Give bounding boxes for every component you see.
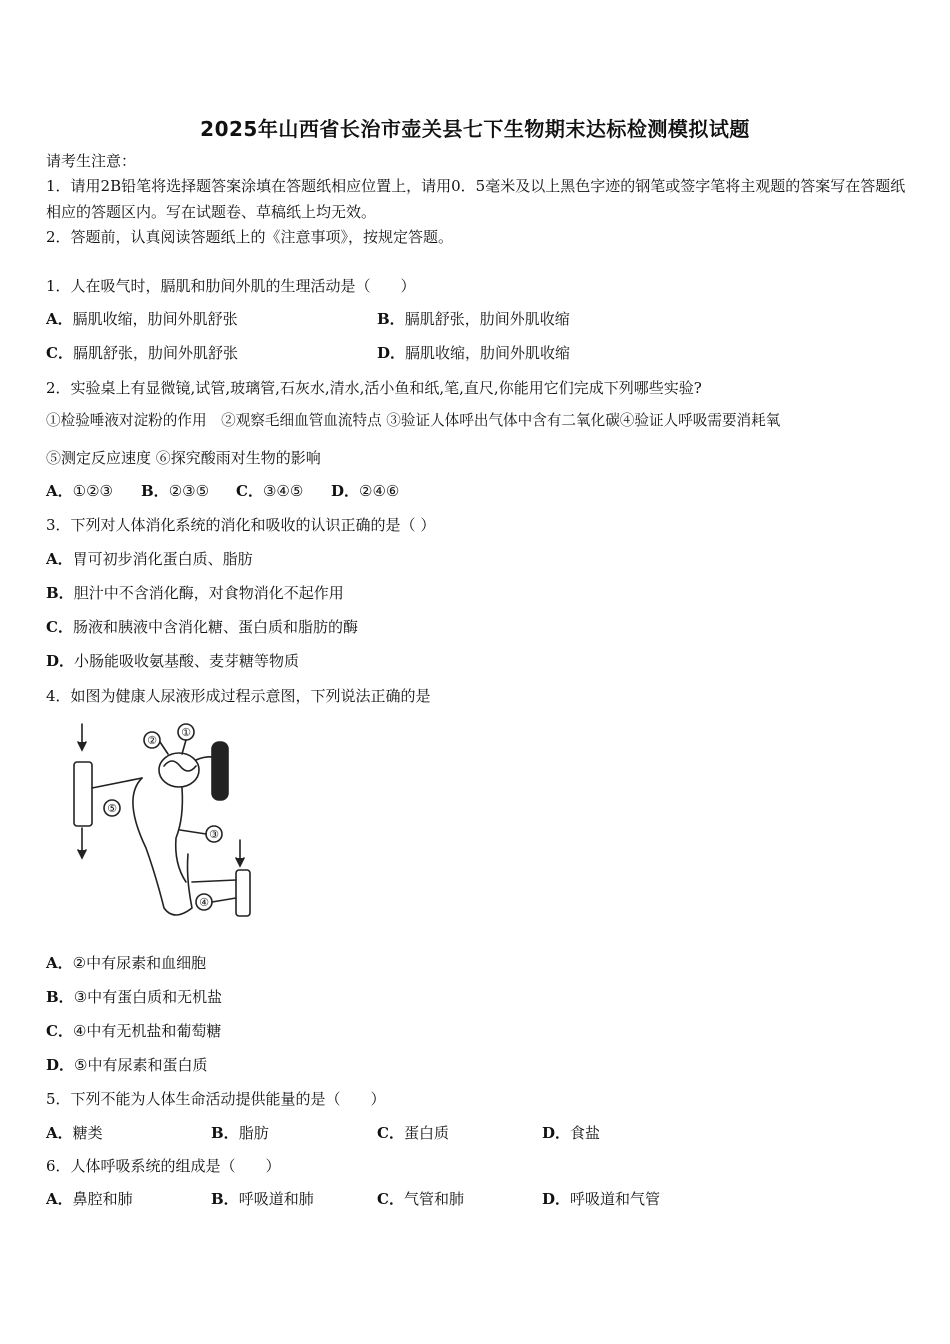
- q5-option-d: D．食盐: [542, 1124, 601, 1142]
- q4-option-b: B．③中有蛋白质和无机盐: [46, 988, 223, 1006]
- label-1: ①: [181, 726, 191, 739]
- q1-option-c: C．膈肌舒张，肋间外肌舒张: [46, 344, 238, 362]
- notice-heading: 请考生注意：: [46, 152, 137, 170]
- q4-option-a: A．②中有尿素和血细胞: [46, 954, 207, 972]
- inflow-arrowhead: [78, 742, 86, 750]
- q6-option-b: B．呼吸道和肺: [211, 1190, 314, 1208]
- q6-stem: 6．人体呼吸系统的组成是（ ）: [46, 1157, 281, 1175]
- q6-option-a: A．鼻腔和肺: [46, 1190, 133, 1208]
- q6-option-d: D．呼吸道和气管: [542, 1190, 661, 1208]
- duct-link: [192, 880, 236, 882]
- q5-stem: 5．下列不能为人体生命活动提供能量的是（ ）: [46, 1090, 386, 1108]
- q1-option-d: D．膈肌收缩，肋间外肌收缩: [377, 344, 571, 362]
- q4-option-d: D．⑤中有尿素和蛋白质: [46, 1056, 208, 1074]
- q1-option-b: B．膈肌舒张，肋间外肌收缩: [377, 310, 570, 328]
- q6-option-c: C．气管和肺: [377, 1190, 464, 1208]
- q5-option-b: B．脂肪: [211, 1124, 269, 1142]
- label-4: ④: [199, 896, 209, 909]
- q2-experiments-line-1: ①检验唾液对淀粉的作用 ②观察毛细血管血流特点 ③验证人体呼出气体中含有二氧化碳④验证人呼吸需要消耗氧: [46, 412, 781, 429]
- q2-option-a: A．①②③: [46, 482, 113, 500]
- q3-option-d: D．小肠能吸收氨基酸、麦芽糖等物质: [46, 652, 300, 670]
- q1-stem: 1．人在吸气时，膈肌和肋间外肌的生理活动是（ ）: [46, 277, 416, 295]
- outflow-arrowhead: [78, 850, 86, 858]
- nephron-diagram: [64, 718, 264, 928]
- collecting-tubule: [176, 788, 186, 882]
- label-3: ③: [209, 828, 219, 841]
- q2-option-c: C．③④⑤: [236, 482, 304, 500]
- page-title: 2025年山西省长治市壶关县七下生物期末达标检测模拟试题: [200, 117, 750, 141]
- notice-item-1: 1．请用2B铅笔将选择题答案涂填在答题纸相应位置上，请用0．5毫米及以上黑色字迹的钢笔或签字笔将主观题的答案写在答题纸相应的答题区内。写在试题卷、草稿纸上均无效。: [46, 177, 906, 221]
- duct-arrowhead: [236, 858, 244, 866]
- glomerulus-loop: [164, 761, 196, 771]
- q2-option-d: D．②④⑥: [331, 482, 400, 500]
- label-4-pointer: [212, 898, 236, 902]
- q2-stem: 2．实验桌上有显微镜,试管,玻璃管,石灰水,清水,活小鱼和纸,笔,直尺,你能用它们完成下列哪些实验?: [46, 379, 702, 397]
- q3-option-a: A．胃可初步消化蛋白质、脂肪: [46, 550, 253, 568]
- q5-option-a: A．糖类: [46, 1124, 103, 1142]
- vessel-5-branch: [92, 778, 142, 788]
- q2-option-b: B．②③⑤: [141, 482, 210, 500]
- label-3-pointer: [180, 830, 206, 834]
- q1-option-a: A．膈肌收缩，肋间外肌舒张: [46, 310, 238, 328]
- q4-option-c: C．④中有无机盐和葡萄糖: [46, 1022, 222, 1040]
- q3-option-b: B．胆汁中不含消化酶，对食物消化不起作用: [46, 584, 344, 602]
- q5-option-c: C．蛋白质: [377, 1124, 449, 1142]
- blood-vessel: [212, 742, 228, 800]
- notice-item-2: 2．答题前，认真阅读答题纸上的《注意事项》，按规定答题。: [46, 228, 454, 246]
- label-2-pointer: [160, 742, 168, 754]
- vessel-5: [74, 762, 92, 826]
- label-1-pointer: [182, 740, 186, 754]
- q3-option-c: C．肠液和胰液中含消化糖、蛋白质和脂肪的酶: [46, 618, 358, 636]
- label-2: ②: [147, 734, 157, 747]
- duct-4: [236, 870, 250, 916]
- label-5: ⑤: [107, 802, 117, 815]
- q4-stem: 4．如图为健康人尿液形成过程示意图，下列说法正确的是: [46, 687, 431, 705]
- q2-experiments-line-2: ⑤测定反应速度 ⑥探究酸雨对生物的影响: [46, 449, 321, 467]
- q3-stem: 3．下列对人体消化系统的消化和吸收的认识正确的是（ ）: [46, 516, 436, 534]
